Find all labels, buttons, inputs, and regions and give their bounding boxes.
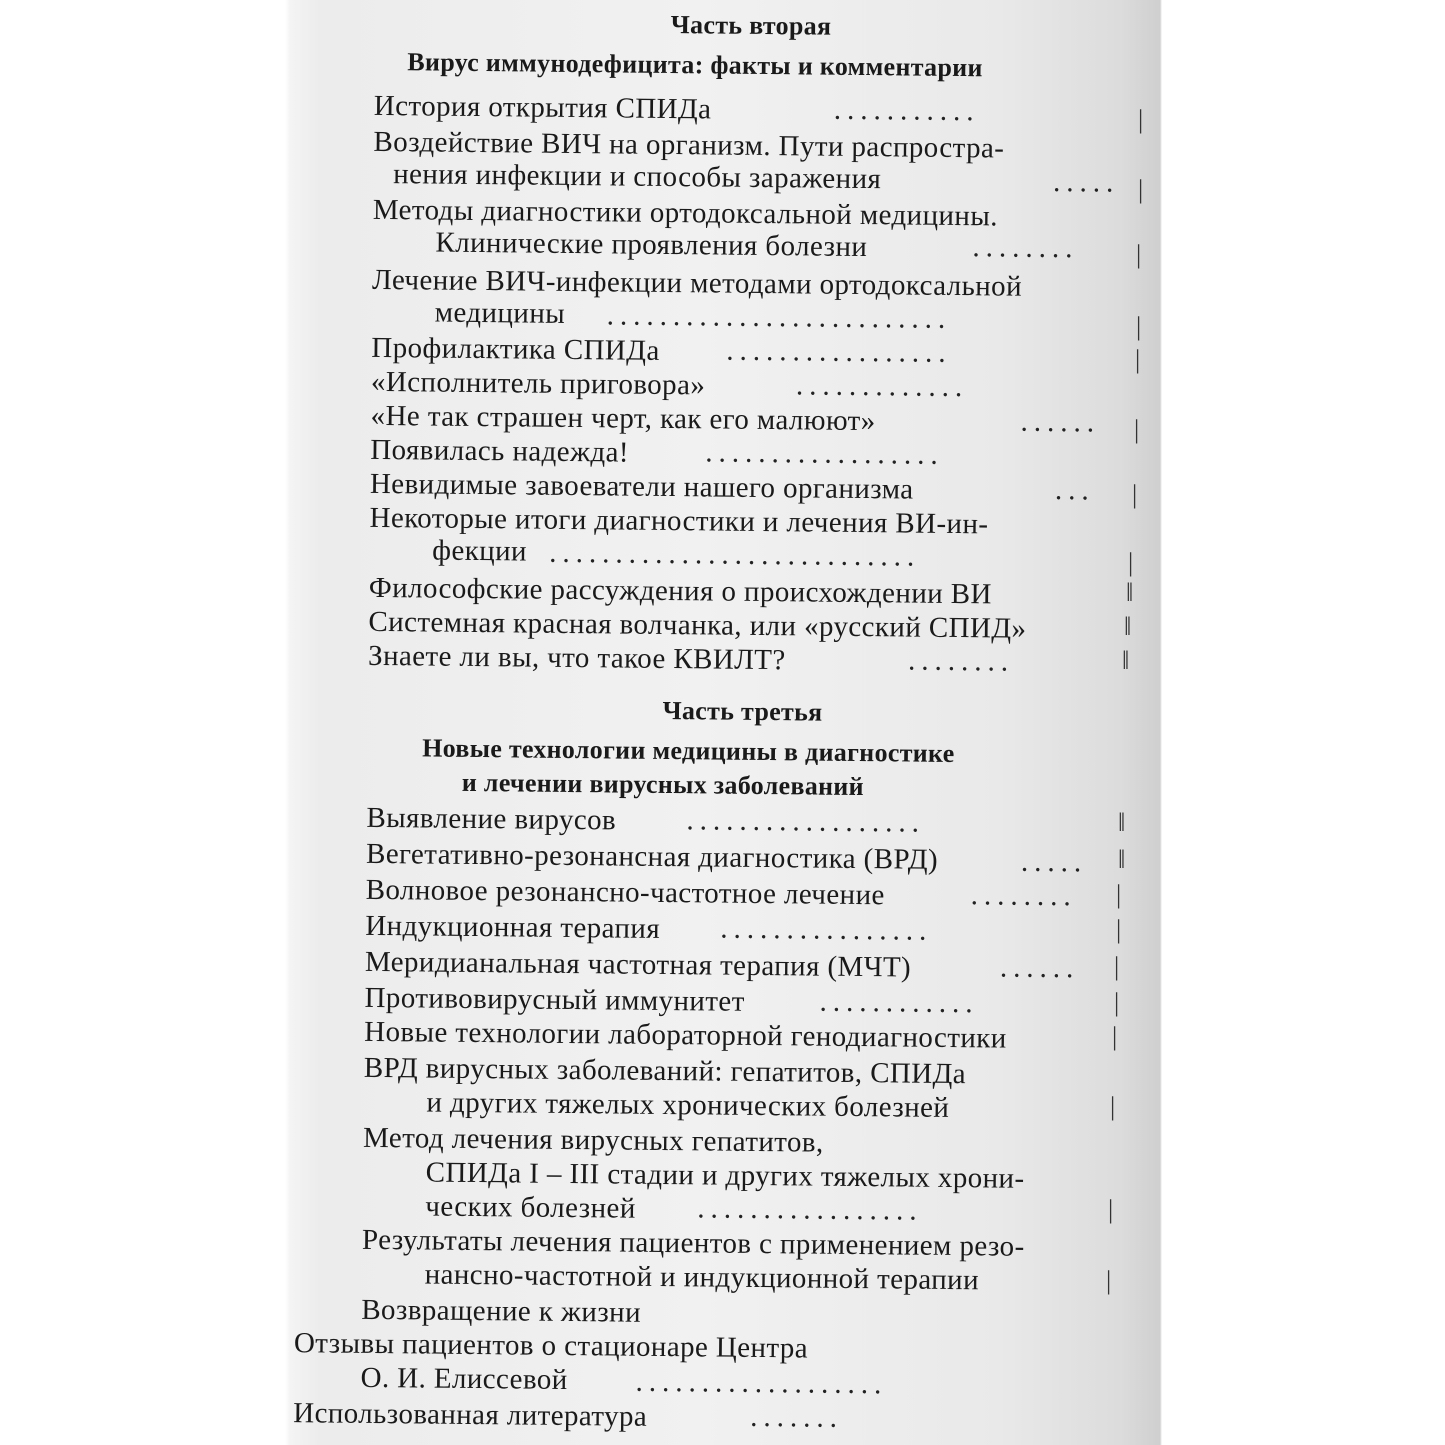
page-number-fragment: ‖ bbox=[1118, 808, 1126, 837]
part-three-subtitle-line1: Новые технологии медицины в диагностике bbox=[422, 733, 955, 768]
page-number-fragment: | bbox=[1116, 880, 1122, 909]
toc-entry: Волновое резонансно-частотное лечение bbox=[365, 873, 885, 912]
leader-dots: ........ bbox=[970, 879, 1077, 913]
toc-entry: медицины bbox=[434, 296, 566, 330]
page-number-fragment: | bbox=[1112, 1022, 1118, 1051]
leader-dots: ...... bbox=[1020, 405, 1101, 439]
page-number-fragment: | bbox=[1138, 105, 1144, 134]
leader-dots: ..... bbox=[1052, 166, 1120, 199]
leader-dots: ........ bbox=[972, 231, 1079, 265]
leader-dots: .................. bbox=[686, 804, 926, 839]
toc-entry: Появилась надежда! bbox=[370, 433, 630, 469]
page-number-fragment: | bbox=[1114, 988, 1120, 1017]
toc-entry: Новые технологии лабораторной генодиагностики bbox=[364, 1015, 1007, 1055]
toc-entry: Воздействие ВИЧ на организм. Пути распростра- bbox=[373, 125, 1005, 165]
toc-entry: Выявление вирусов bbox=[366, 801, 617, 837]
toc-entry: ВРД вирусных заболеваний: гепатитов, СПИДа bbox=[363, 1051, 967, 1091]
page-number-fragment: | bbox=[1106, 1266, 1112, 1295]
page-number-fragment: ‖ bbox=[1126, 578, 1134, 607]
page-number-fragment: | bbox=[1138, 175, 1144, 204]
leader-dots: ................ bbox=[720, 912, 933, 947]
toc-entry: Клинические проявления болезни bbox=[435, 226, 868, 264]
leader-dots: ....... bbox=[750, 1400, 844, 1434]
page-number-fragment: | bbox=[1110, 1092, 1116, 1121]
page-number-fragment: | bbox=[1134, 415, 1140, 444]
part-three-subtitle-line2: и лечении вирусных заболеваний bbox=[461, 767, 865, 802]
page-number-fragment: | bbox=[1114, 952, 1120, 981]
toc-entry: Использованная литература bbox=[293, 1397, 648, 1433]
leader-dots: ............................ bbox=[549, 536, 921, 573]
part-three-heading: Часть третья bbox=[662, 695, 823, 727]
page-number-fragment: | bbox=[1128, 548, 1134, 577]
toc-entry: нансно-частотной и индукционной терапии bbox=[424, 1258, 980, 1297]
toc-entry: СПИДа I – III стадии и других тяжелых хрони- bbox=[425, 1156, 1025, 1195]
page-number-fragment: | bbox=[1116, 915, 1122, 944]
toc-entry: Противовирусный иммунитет bbox=[364, 981, 745, 1018]
toc-entry: Меридианальная частотная терапия (МЧТ) bbox=[364, 945, 912, 984]
toc-entry: ческих болезней bbox=[425, 1190, 636, 1225]
leader-dots: ............ bbox=[819, 985, 979, 1020]
toc-entry: Системная красная волчанка, или «русский СПИД» bbox=[368, 605, 1027, 645]
toc-entry: Результаты лечения пациентов с применением резо- bbox=[361, 1223, 1025, 1263]
leader-dots: .......................... bbox=[606, 299, 952, 335]
toc-entry: Лечение ВИЧ-инфекции методами ортодоксальной bbox=[371, 263, 1023, 303]
toc-entry: «Не так страшен черт, как его малюют» bbox=[370, 399, 876, 438]
page-number-fragment: | bbox=[1132, 480, 1138, 509]
part-two-subtitle: Вирус иммунодефицита: факты и комментарии bbox=[407, 47, 983, 83]
leader-dots: ...... bbox=[999, 951, 1080, 985]
page-number-fragment: | bbox=[1136, 240, 1142, 269]
toc-entry: Индукционная терапия bbox=[365, 909, 661, 945]
toc-entry: Невидимые завоеватели нашего организма bbox=[369, 467, 914, 506]
toc-entry: Некоторые итоги диагностики и лечения ВИ-ин- bbox=[369, 501, 989, 541]
table-of-contents bbox=[275, 0, 1160, 1445]
toc-entry: Философские рассуждения о происхождении ВИ bbox=[368, 571, 993, 611]
page-number-fragment: | bbox=[1136, 312, 1142, 341]
toc-entry: Метод лечения вирусных гепатитов, bbox=[362, 1121, 824, 1159]
leader-dots: ............. bbox=[795, 369, 969, 404]
toc-entry: Вегетативно-резонансная диагностика (ВРД) bbox=[365, 837, 939, 876]
leader-dots: ........... bbox=[833, 93, 980, 128]
part-two-heading: Часть вторая bbox=[670, 9, 832, 41]
leader-dots: ..... bbox=[1020, 845, 1088, 879]
toc-entry: О. И. Елиссевой bbox=[360, 1361, 568, 1396]
toc-entry: нения инфекции и способы заражения bbox=[393, 158, 882, 196]
leader-dots: ................... bbox=[635, 1365, 888, 1401]
page-number-fragment: ‖ bbox=[1118, 845, 1126, 874]
toc-entry: и других тяжелых хронических болезней bbox=[426, 1086, 950, 1124]
page-number-fragment: ‖ bbox=[1122, 646, 1130, 675]
toc-entry: История открытия СПИДа bbox=[373, 89, 712, 126]
leader-dots: .................. bbox=[705, 436, 944, 471]
toc-entry: Методы диагностики ортодоксальной медицины. bbox=[372, 193, 999, 233]
toc-entry: Знаете ли вы, что такое КВИЛТ? bbox=[367, 639, 786, 677]
page-number-fragment: | bbox=[1135, 345, 1141, 374]
page-number-fragment: | bbox=[1108, 1195, 1114, 1224]
leader-dots: ................. bbox=[697, 1192, 923, 1227]
toc-entry: Возвращение к жизни bbox=[361, 1293, 642, 1329]
page-number-fragment: ‖ bbox=[1124, 612, 1132, 641]
leader-dots: ................. bbox=[726, 334, 952, 369]
leader-dots: ........ bbox=[907, 644, 1015, 678]
toc-entry: фекции bbox=[432, 534, 528, 568]
toc-entry: Профилактика СПИДа bbox=[371, 331, 660, 367]
toc-entry: «Исполнитель приговора» bbox=[370, 365, 706, 402]
toc-entry: Отзывы пациентов о стационаре Центра bbox=[293, 1327, 809, 1365]
leader-dots: ... bbox=[1054, 474, 1095, 507]
